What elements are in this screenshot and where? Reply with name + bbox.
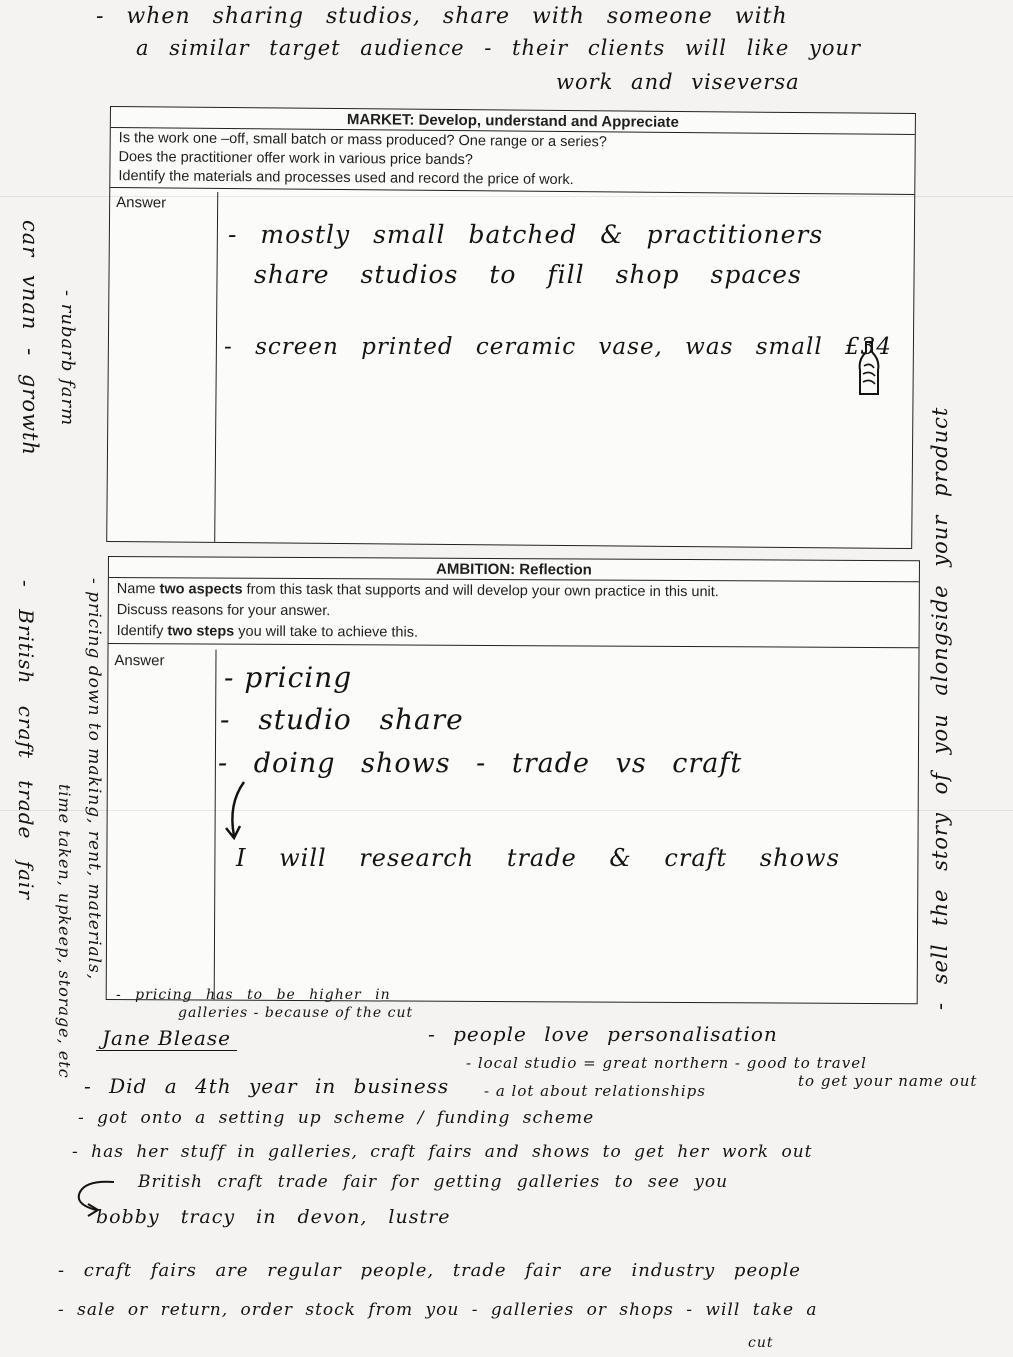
market-answer-3: - screen printed ceramic vase, was small £34 [224,334,892,360]
market-answer-label: Answer [107,191,218,542]
vase-sketch-icon [856,340,882,396]
name-out-note: to get your name out [798,1072,978,1090]
arrow-icon [222,780,252,844]
pricing-note-1: - pricing has to be higher in [116,987,391,1003]
ambition-answer-4: I will research trade & craft shows [236,844,840,872]
ambition-answer-2: - studio share [220,703,464,736]
margin-note-left-b: - rubarb farm [57,290,78,427]
bullet-craft-vs-trade: - craft fairs are regular people, trade fair are industry people [58,1260,801,1281]
bullet-4th-year: - Did a 4th year in business [84,1074,450,1098]
fold-crease-bottom [0,810,1013,811]
margin-note-left-c: - British craft trade fair [14,580,38,900]
bullet-sale-or-return: - sale or return, order stock from you - galleries or shops - will take a [58,1300,818,1320]
bullet-british-craft: British craft trade fair for getting galleries to see you [138,1172,729,1192]
top-note-line2: a similar target audience - their clients will like your [136,36,862,60]
pricing-note-2: galleries - because of the cut [178,1005,414,1021]
bullet-funding-scheme: - got onto a setting up scheme / funding scheme [78,1108,595,1128]
ambition-question-1: Name two aspects from this task that supports and will develop your own practice in this unit. [116,581,719,601]
fold-crease-top [0,196,1013,197]
ambition-answer-1: - pricing [224,661,353,694]
ambition-answer-3: - doing shows - trade vs craft [218,748,743,779]
ambition-question-2: Discuss reasons for your answer. [116,602,331,620]
practitioner-name: Jane Blease [96,1028,237,1051]
market-questions [110,128,914,195]
curved-arrow-icon [66,1172,116,1220]
market-answer-2: share studios to fill shop spaces [254,260,802,289]
margin-note-left-d1: - pricing down to making, rent, materials, [84,578,104,981]
market-answer-1: - mostly small batched & practitioners [228,220,824,249]
margin-note-right: - sell the story of you alongside your product [928,406,952,1010]
market-section [106,106,916,549]
market-question-1: Is the work one –off, small batch or mass produced? One range or a series? [118,130,607,151]
top-note-line1: - when sharing studios, share with someone with [96,4,788,29]
market-question-3: Identify the materials and processes used and record the price of work. [118,168,574,189]
top-note-line3: work and viseversa [556,70,800,94]
local-studio-note: - local studio = great northern - good to travel [466,1054,867,1072]
ambition-question-3: Identify two steps you will take to achieve this. [116,623,419,641]
bullet-cut: cut [748,1335,774,1351]
relationships-note: - a lot about relationships [484,1082,706,1100]
personalisation-note: - people love personalisation [428,1022,778,1046]
market-question-2: Does the practitioner offer work in various price bands? [118,149,473,169]
bullet-galleries: - has her stuff in galleries, craft fairs and shows to get her work out [72,1142,813,1162]
margin-note-left-a: car vnan - growth [18,220,42,456]
margin-note-left-d2: time taken, upkeep, storage, etc [55,784,74,1079]
ambition-questions [109,578,919,648]
market-title: MARKET: Develop, understand and Appreciate [111,107,915,135]
ambition-answer-label: Answer [107,649,217,1000]
ambition-title: AMBITION: Reflection [109,557,919,582]
bullet-bobby-tracy: bobby tracy in devon, lustre [96,1206,451,1228]
